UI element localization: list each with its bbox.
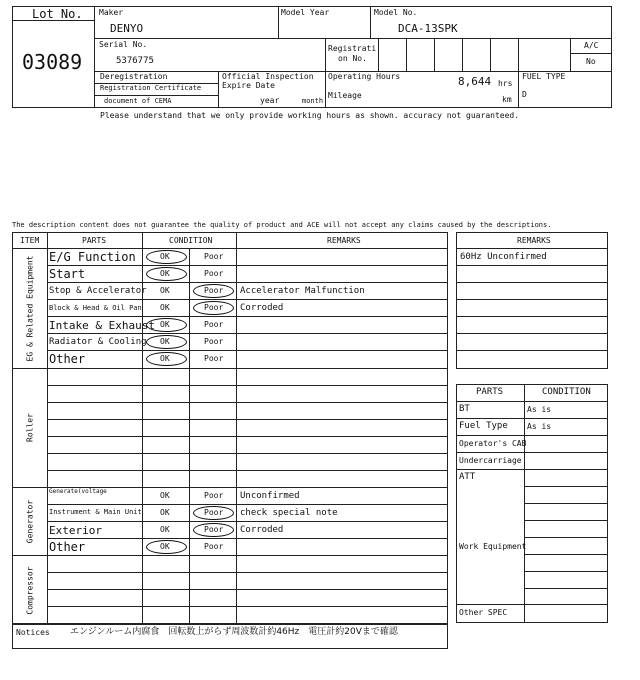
- right-parts-header: PARTS: [476, 387, 504, 397]
- eg-part-5: Intake & Exhaust: [49, 319, 155, 332]
- right-row-line: [456, 265, 608, 266]
- lot-divider: [94, 6, 95, 108]
- poor-label: Poor: [204, 252, 224, 261]
- col-item-header: ITEM: [20, 236, 40, 245]
- right-part-att: ATT: [459, 472, 476, 482]
- right-row-line: [456, 350, 608, 351]
- row-line: [47, 538, 448, 539]
- month-label: month: [302, 97, 324, 105]
- section-label-compressor: Compressor: [25, 566, 35, 615]
- maker-divider: [278, 6, 279, 38]
- reg-label-divider: [378, 38, 379, 71]
- right-parts-row-line: [524, 588, 608, 589]
- row-line: [47, 453, 448, 454]
- section-label-eg: EG & Related Equipment: [25, 255, 35, 362]
- ok-circle-mark: [146, 335, 187, 349]
- right-row-line: [456, 333, 608, 334]
- section-label-roller: Roller: [25, 413, 35, 442]
- right-parts-row-line: [524, 503, 608, 504]
- disclaimer: The description content does not guarantee the quality of product and ACE will not accept any claims caused by the descriptions.: [12, 221, 552, 229]
- poor-label: Poor: [204, 286, 224, 295]
- registration-label-2: on No.: [338, 54, 367, 63]
- right-parts-row-line: [456, 435, 608, 436]
- model-year-divider: [370, 6, 371, 38]
- right-parts-row-line: [456, 604, 608, 605]
- poor-circle-mark: [193, 523, 234, 537]
- poor-label: Poor: [204, 303, 224, 312]
- right-remarks-header: REMARKS: [517, 236, 551, 245]
- reg-cell-1: [406, 38, 407, 71]
- deregistration-label: Deregistration: [100, 72, 168, 81]
- section-line-eg-roller: [12, 368, 448, 369]
- serial-value: 5376775: [116, 56, 154, 66]
- row-line: [47, 470, 448, 471]
- eg-remark-3: Accelerator Malfunction: [240, 286, 365, 296]
- row-line: [47, 350, 448, 351]
- ok-label: OK: [160, 337, 170, 346]
- poor-label: Poor: [204, 320, 224, 329]
- right-row-line: [456, 282, 608, 283]
- official-inspection-label: Official Inspection: [222, 72, 314, 81]
- serial-divider: [325, 38, 326, 108]
- right-condition-header: CONDITION: [542, 387, 591, 397]
- right-parts-row-line: [524, 554, 608, 555]
- mileage-label: Mileage: [328, 91, 362, 100]
- col-remarks-header: REMARKS: [327, 236, 361, 245]
- right-part-fuel-type: Fuel Type: [459, 421, 508, 431]
- gen-remark-1: Unconfirmed: [240, 491, 300, 501]
- model-no-label: Model No.: [374, 8, 418, 17]
- right-part-bt: BT: [459, 404, 470, 414]
- row-line: [47, 419, 448, 420]
- eg-part-6: Radiator & Cooling: [49, 337, 147, 347]
- gen-part-1: Generate(voltage: [49, 488, 107, 495]
- ok-label: OK: [160, 542, 170, 551]
- right-row-line: [456, 316, 608, 317]
- right-parts-row-line: [524, 571, 608, 572]
- right-parts-row-line: [456, 452, 608, 453]
- operating-hours-label: Operating Hours: [328, 72, 401, 81]
- main-header-line: [12, 248, 448, 249]
- row-line: [47, 606, 448, 607]
- ok-circle-mark: [146, 540, 187, 554]
- right-parts-row-line: [524, 520, 608, 521]
- row-line: [47, 589, 448, 590]
- ok-label: OK: [160, 320, 170, 329]
- poor-circle-mark: [193, 301, 234, 315]
- gen-remark-2: check special note: [240, 508, 338, 518]
- ok-label: OK: [160, 354, 170, 363]
- poor-label: Poor: [204, 491, 224, 500]
- row-line: [47, 504, 448, 505]
- ok-label: OK: [160, 286, 170, 295]
- right-row-line: [456, 299, 608, 300]
- ok-circle-mark: [146, 250, 187, 264]
- lot-label: Lot No.: [32, 7, 83, 21]
- row-line: [47, 436, 448, 437]
- row-line: [47, 572, 448, 573]
- reg-cell-4: [490, 38, 491, 71]
- eg-part-3: Stop & Accelerator: [49, 286, 147, 296]
- reg-cell-2: [434, 38, 435, 71]
- maker-label: Maker: [99, 8, 124, 17]
- right-part-work-equipment: Work Equipment: [459, 542, 527, 551]
- reg-certificate-label: Registration Certificate: [100, 84, 202, 92]
- ac-label: A/C: [584, 41, 599, 50]
- right-parts-row-line: [456, 418, 608, 419]
- poor-circle-mark: [193, 506, 234, 520]
- gen-remark-3: Corroded: [240, 525, 284, 535]
- poor-circle-mark: [193, 284, 234, 298]
- ac-value: No: [586, 57, 596, 66]
- right-parts-row-line: [524, 537, 608, 538]
- serial-label: Serial No.: [99, 40, 148, 49]
- ok-circle-mark: [146, 267, 187, 281]
- row-line: [47, 316, 448, 317]
- registration-label-1: Registrati: [328, 44, 377, 53]
- ok-label: OK: [160, 508, 170, 517]
- col-condition-header: CONDITION: [169, 236, 213, 245]
- main-col-item: [47, 232, 48, 624]
- right-parts-header-line: [456, 401, 608, 402]
- eg-part-4: Block & Head & Oil Pan: [49, 304, 142, 312]
- reg-cell-6: [570, 38, 571, 71]
- fuel-type-value: D: [522, 90, 527, 99]
- poor-label: Poor: [204, 542, 224, 551]
- poor-label: Poor: [204, 337, 224, 346]
- fuel-type-label: FUEL TYPE: [522, 72, 566, 81]
- model-no-value: DCA-13SPK: [398, 22, 458, 35]
- ok-circle-mark: [146, 352, 187, 366]
- ok-label: OK: [160, 303, 170, 312]
- section-line-gen-comp: [12, 555, 448, 556]
- gen-part-3: Exterior: [49, 524, 102, 537]
- reg-cell-5: [518, 38, 519, 108]
- right-parts-row-line: [524, 486, 608, 487]
- working-hours-note: Please understand that we only provide working hours as shown. accuracy not guaranteed.: [100, 111, 520, 120]
- ok-label: OK: [160, 252, 170, 261]
- operating-hours-value: 8,644: [458, 75, 492, 88]
- col-parts-header: PARTS: [82, 236, 107, 245]
- right-cond-fuel-type: As is: [527, 422, 552, 431]
- ok-label: OK: [160, 491, 170, 500]
- row-line: [47, 385, 448, 386]
- eg-remark-4: Corroded: [240, 303, 284, 313]
- row-line: [47, 299, 448, 300]
- main-col-poor: [236, 232, 237, 624]
- ok-label: OK: [160, 269, 170, 278]
- notices-label: Notices: [16, 628, 50, 637]
- maker-value: DENYO: [110, 22, 144, 35]
- right-part-other-spec: Other SPEC: [459, 608, 508, 617]
- poor-label: Poor: [204, 354, 224, 363]
- dereg-line-2: [94, 95, 218, 96]
- row-line: [47, 265, 448, 266]
- row-line: [47, 333, 448, 334]
- right-remarks-header-line: [456, 248, 608, 249]
- right-part-operators-cab: Operator's CAB: [459, 439, 527, 448]
- section-label-generator: Generator: [25, 499, 35, 544]
- poor-label: Poor: [204, 508, 224, 517]
- right-parts-row-line: [456, 469, 608, 470]
- km-label: km: [502, 95, 512, 104]
- row-line: [47, 521, 448, 522]
- notices-text: エンジンルーム内腐食 回転数上がらず周波数計約46Hz 電圧計約20Vまで確認: [70, 627, 398, 637]
- eg-part-2: Start: [49, 267, 86, 281]
- expire-date-label: Expire Date: [222, 81, 275, 90]
- right-cond-bt: As is: [527, 405, 552, 414]
- poor-label: Poor: [204, 269, 224, 278]
- ok-label: OK: [160, 525, 170, 534]
- gen-part-4: Other: [49, 540, 86, 554]
- model-year-label: Model Year: [281, 8, 330, 17]
- right-part-undercarriage: Undercarriage: [459, 456, 522, 465]
- cema-label: document of CEMA: [104, 97, 172, 105]
- ac-divider: [570, 53, 612, 54]
- dereg-divider: [218, 71, 219, 108]
- year-label: year: [260, 96, 280, 105]
- hrs-label: hrs: [498, 79, 513, 88]
- gen-part-2: Instrument & Main Unit: [49, 508, 142, 516]
- lot-number: 03089: [22, 50, 83, 74]
- eg-part-1: E/G Function: [49, 250, 136, 264]
- header-row-line-1: [94, 38, 612, 39]
- right-remark-1: 60Hz Unconfirmed: [460, 252, 547, 262]
- poor-label: Poor: [204, 525, 224, 534]
- ok-circle-mark: [146, 318, 187, 332]
- eg-part-7: Other: [49, 352, 86, 366]
- reg-cell-3: [462, 38, 463, 71]
- row-line: [47, 402, 448, 403]
- row-line: [47, 282, 448, 283]
